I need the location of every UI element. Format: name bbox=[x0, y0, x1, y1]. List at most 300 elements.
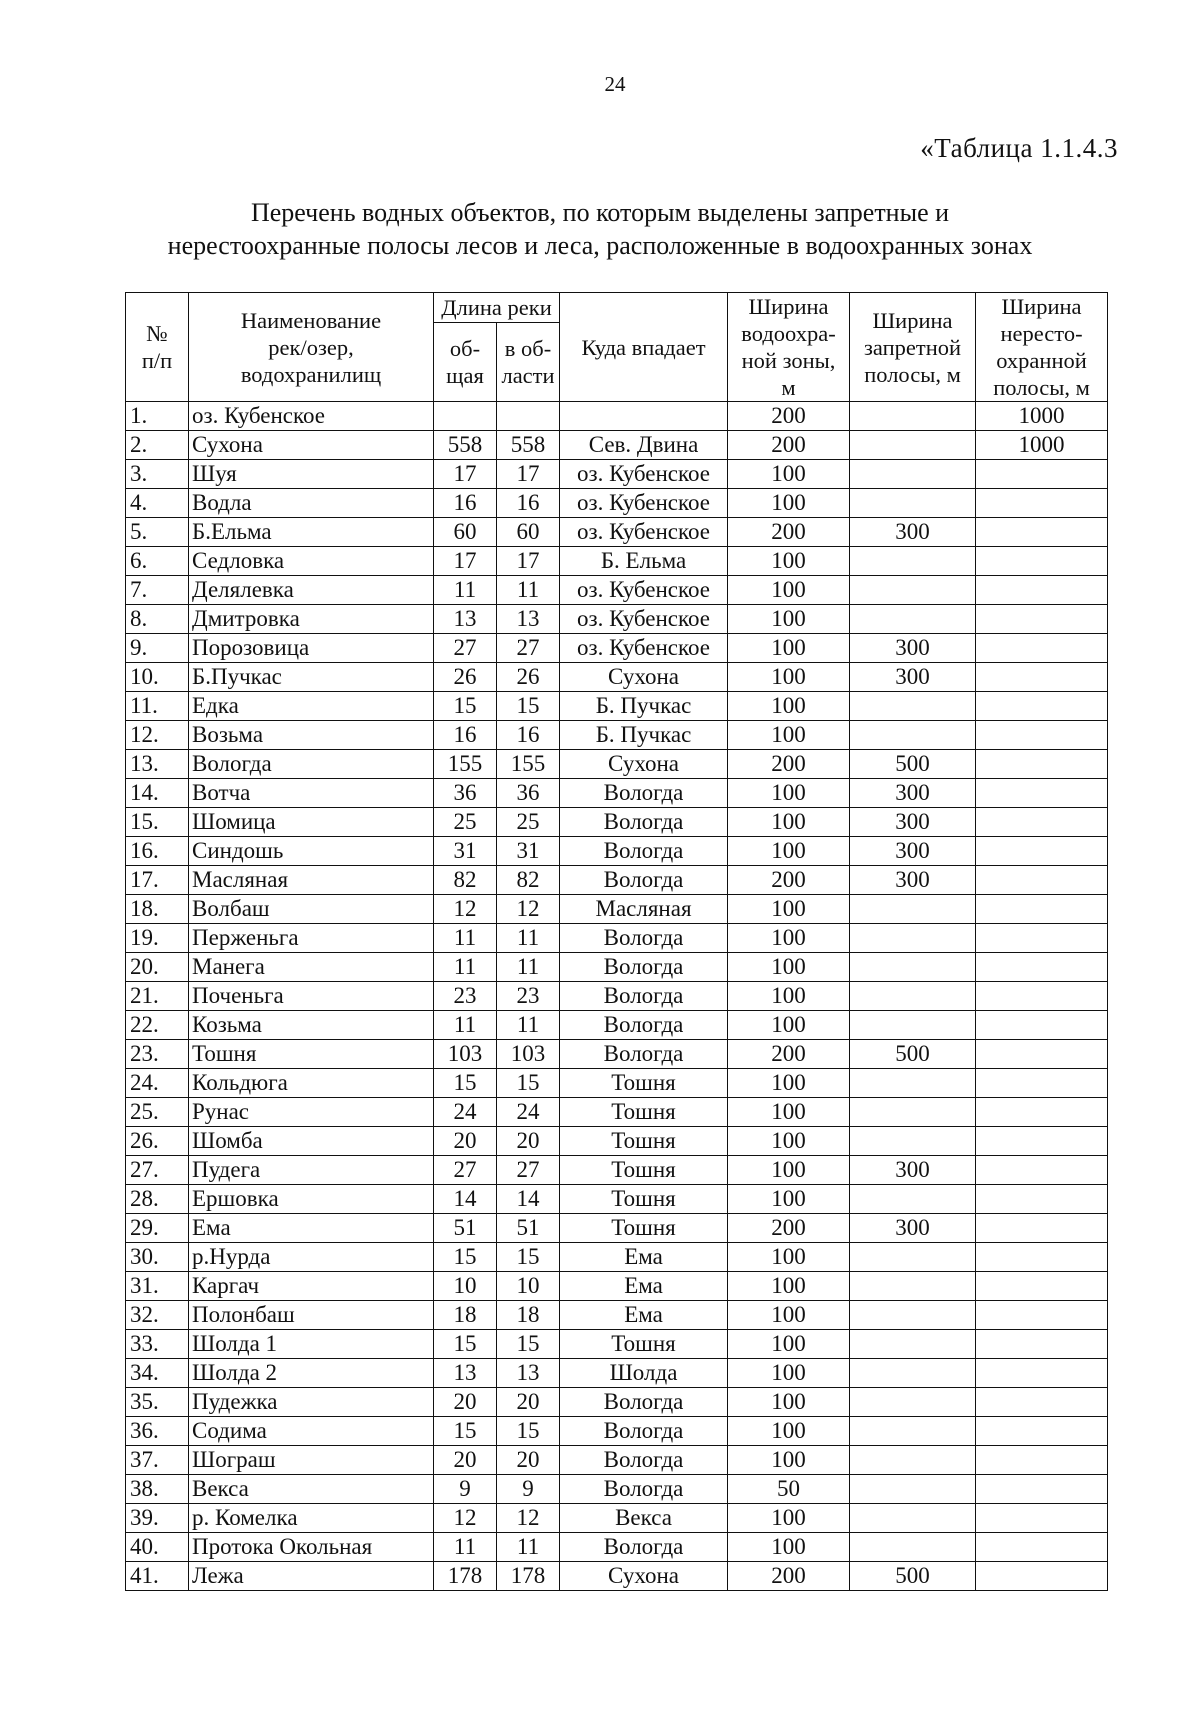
cell-water-protection-width: 100 bbox=[728, 1446, 850, 1475]
cell-number: 3. bbox=[126, 460, 189, 489]
cell-mouth: Вологда bbox=[560, 1040, 728, 1069]
cell-number: 19. bbox=[126, 924, 189, 953]
cell-length-total: 60 bbox=[434, 518, 497, 547]
cell-mouth: оз. Кубенское bbox=[560, 605, 728, 634]
cell-length-total: 9 bbox=[434, 1475, 497, 1504]
cell-forbidden-width bbox=[850, 924, 976, 953]
cell-mouth: Вологда bbox=[560, 924, 728, 953]
cell-mouth: Вологда bbox=[560, 837, 728, 866]
cell-name: Ершовка bbox=[189, 1185, 434, 1214]
cell-name: Шолда 2 bbox=[189, 1359, 434, 1388]
table-row bbox=[126, 1301, 1108, 1330]
cell-spawning-width bbox=[976, 1127, 1108, 1156]
cell-number: 22. bbox=[126, 1011, 189, 1040]
cell-name: Седловка bbox=[189, 547, 434, 576]
table-row bbox=[126, 1417, 1108, 1446]
cell-water-protection-width: 200 bbox=[728, 1040, 850, 1069]
cell-water-protection-width: 100 bbox=[728, 1533, 850, 1562]
cell-name: Делялевка bbox=[189, 576, 434, 605]
cell-length-region: 15 bbox=[497, 1069, 560, 1098]
cell-forbidden-width bbox=[850, 489, 976, 518]
header-text: Ширина bbox=[872, 307, 953, 333]
table-row bbox=[126, 576, 1108, 605]
cell-mouth: Масляная bbox=[560, 895, 728, 924]
cell-length-total: 15 bbox=[434, 1417, 497, 1446]
cell-name: Содима bbox=[189, 1417, 434, 1446]
cell-spawning-width bbox=[976, 1011, 1108, 1040]
cell-forbidden-width bbox=[850, 1127, 976, 1156]
table-row bbox=[126, 837, 1108, 866]
header-name bbox=[189, 293, 434, 402]
cell-name: Волбаш bbox=[189, 895, 434, 924]
table-row bbox=[126, 663, 1108, 692]
cell-length-total: 11 bbox=[434, 1011, 497, 1040]
table-row bbox=[126, 1359, 1108, 1388]
cell-water-protection-width: 200 bbox=[728, 1214, 850, 1243]
table-row bbox=[126, 1214, 1108, 1243]
cell-spawning-width bbox=[976, 721, 1108, 750]
cell-length-region: 27 bbox=[497, 634, 560, 663]
cell-length-region: 16 bbox=[497, 721, 560, 750]
cell-spawning-width bbox=[976, 924, 1108, 953]
cell-name: Каргач bbox=[189, 1272, 434, 1301]
cell-length-region: 24 bbox=[497, 1098, 560, 1127]
cell-spawning-width bbox=[976, 808, 1108, 837]
cell-length-region: 10 bbox=[497, 1272, 560, 1301]
cell-name: Шограш bbox=[189, 1446, 434, 1475]
cell-number: 7. bbox=[126, 576, 189, 605]
cell-length-total: 31 bbox=[434, 837, 497, 866]
cell-forbidden-width bbox=[850, 431, 976, 460]
header-text: ной зоны, bbox=[741, 348, 836, 373]
cell-length-total: 17 bbox=[434, 547, 497, 576]
cell-water-protection-width: 100 bbox=[728, 1330, 850, 1359]
cell-forbidden-width: 300 bbox=[850, 634, 976, 663]
header-spawning-width bbox=[976, 293, 1108, 402]
cell-length-total: 82 bbox=[434, 866, 497, 895]
cell-length-region: 31 bbox=[497, 837, 560, 866]
cell-mouth: Сухона bbox=[560, 750, 728, 779]
header-text: рек/озер, bbox=[268, 334, 354, 360]
cell-forbidden-width: 300 bbox=[850, 1156, 976, 1185]
cell-number: 17. bbox=[126, 866, 189, 895]
cell-water-protection-width: 100 bbox=[728, 489, 850, 518]
cell-length-region: 11 bbox=[497, 953, 560, 982]
cell-spawning-width bbox=[976, 1330, 1108, 1359]
cell-forbidden-width bbox=[850, 1533, 976, 1562]
cell-name: Полонбаш bbox=[189, 1301, 434, 1330]
cell-mouth: Вологда bbox=[560, 1446, 728, 1475]
table-row bbox=[126, 1040, 1108, 1069]
cell-name: Манега bbox=[189, 953, 434, 982]
table-row bbox=[126, 1272, 1108, 1301]
cell-water-protection-width: 200 bbox=[728, 402, 850, 431]
cell-length-total: 14 bbox=[434, 1185, 497, 1214]
table-row bbox=[126, 634, 1108, 663]
cell-name: Б.Ельма bbox=[189, 518, 434, 547]
header-text: Наименование bbox=[240, 307, 382, 333]
cell-length-region: 20 bbox=[497, 1127, 560, 1156]
cell-length-total: 155 bbox=[434, 750, 497, 779]
cell-forbidden-width bbox=[850, 1475, 976, 1504]
cell-number: 39. bbox=[126, 1504, 189, 1533]
cell-water-protection-width: 100 bbox=[728, 460, 850, 489]
cell-number: 5. bbox=[126, 518, 189, 547]
header-text: запретной bbox=[864, 334, 962, 360]
table-row bbox=[126, 1069, 1108, 1098]
cell-number: 14. bbox=[126, 779, 189, 808]
cell-water-protection-width: 200 bbox=[728, 866, 850, 895]
cell-name: Шуя bbox=[189, 460, 434, 489]
cell-water-protection-width: 100 bbox=[728, 1272, 850, 1301]
cell-water-protection-width: 100 bbox=[728, 1243, 850, 1272]
cell-water-protection-width: 100 bbox=[728, 953, 850, 982]
cell-water-protection-width: 200 bbox=[728, 1562, 850, 1591]
cell-forbidden-width bbox=[850, 605, 976, 634]
cell-forbidden-width bbox=[850, 460, 976, 489]
table-header bbox=[126, 293, 1108, 402]
cell-number: 29. bbox=[126, 1214, 189, 1243]
table-row bbox=[126, 1243, 1108, 1272]
cell-water-protection-width: 100 bbox=[728, 837, 850, 866]
cell-length-region: 51 bbox=[497, 1214, 560, 1243]
cell-spawning-width bbox=[976, 982, 1108, 1011]
cell-mouth: Вологда bbox=[560, 982, 728, 1011]
cell-number: 20. bbox=[126, 953, 189, 982]
cell-name: Порозовица bbox=[189, 634, 434, 663]
cell-name: Векса bbox=[189, 1475, 434, 1504]
cell-mouth: Сев. Двина bbox=[560, 431, 728, 460]
cell-number: 31. bbox=[126, 1272, 189, 1301]
table-row bbox=[126, 1475, 1108, 1504]
table-row bbox=[126, 489, 1108, 518]
cell-water-protection-width: 100 bbox=[728, 692, 850, 721]
cell-number: 30. bbox=[126, 1243, 189, 1272]
cell-number: 10. bbox=[126, 663, 189, 692]
cell-number: 4. bbox=[126, 489, 189, 518]
cell-length-total: 12 bbox=[434, 1504, 497, 1533]
cell-length-total: 15 bbox=[434, 1243, 497, 1272]
cell-length-total: 10 bbox=[434, 1272, 497, 1301]
cell-spawning-width bbox=[976, 1301, 1108, 1330]
cell-length-total: 25 bbox=[434, 808, 497, 837]
cell-spawning-width bbox=[976, 750, 1108, 779]
cell-length-total: 24 bbox=[434, 1098, 497, 1127]
cell-name: Шолда 1 bbox=[189, 1330, 434, 1359]
cell-length-region: 27 bbox=[497, 1156, 560, 1185]
table-row bbox=[126, 982, 1108, 1011]
cell-mouth: Вологда bbox=[560, 1417, 728, 1446]
cell-number: 12. bbox=[126, 721, 189, 750]
cell-name: р.Нурда bbox=[189, 1243, 434, 1272]
cell-spawning-width bbox=[976, 489, 1108, 518]
header-text: м bbox=[781, 375, 796, 400]
header-text: щая bbox=[446, 363, 484, 389]
cell-length-total: 23 bbox=[434, 982, 497, 1011]
cell-spawning-width bbox=[976, 460, 1108, 489]
cell-number: 24. bbox=[126, 1069, 189, 1098]
cell-forbidden-width bbox=[850, 1301, 976, 1330]
cell-mouth: оз. Кубенское bbox=[560, 576, 728, 605]
header-text: охранной bbox=[996, 348, 1087, 373]
header-number bbox=[126, 293, 189, 402]
cell-mouth: Тошня bbox=[560, 1156, 728, 1185]
cell-water-protection-width: 200 bbox=[728, 518, 850, 547]
cell-name: Масляная bbox=[189, 866, 434, 895]
cell-water-protection-width: 200 bbox=[728, 431, 850, 460]
cell-length-region: 558 bbox=[497, 431, 560, 460]
cell-length-region: 60 bbox=[497, 518, 560, 547]
cell-number: 25. bbox=[126, 1098, 189, 1127]
cell-number: 27. bbox=[126, 1156, 189, 1185]
document-title-line: Перечень водных объектов, по которым выделены запретные и bbox=[250, 198, 950, 227]
cell-number: 33. bbox=[126, 1330, 189, 1359]
cell-name: Водла bbox=[189, 489, 434, 518]
cell-length-total: 51 bbox=[434, 1214, 497, 1243]
cell-water-protection-width: 100 bbox=[728, 982, 850, 1011]
cell-number: 13. bbox=[126, 750, 189, 779]
cell-number: 28. bbox=[126, 1185, 189, 1214]
cell-forbidden-width: 500 bbox=[850, 750, 976, 779]
cell-name: р. Комелка bbox=[189, 1504, 434, 1533]
cell-length-region: 20 bbox=[497, 1446, 560, 1475]
cell-spawning-width bbox=[976, 1533, 1108, 1562]
cell-water-protection-width: 100 bbox=[728, 576, 850, 605]
cell-length-total: 26 bbox=[434, 663, 497, 692]
cell-water-protection-width: 100 bbox=[728, 1185, 850, 1214]
cell-length-total: 11 bbox=[434, 953, 497, 982]
cell-spawning-width bbox=[976, 663, 1108, 692]
cell-forbidden-width bbox=[850, 1243, 976, 1272]
cell-length-region: 36 bbox=[497, 779, 560, 808]
header-text: Ширина bbox=[1001, 294, 1082, 319]
cell-name: Сухона bbox=[189, 431, 434, 460]
cell-spawning-width bbox=[976, 1243, 1108, 1272]
header-forbidden-width bbox=[850, 293, 976, 402]
cell-length-region: 12 bbox=[497, 1504, 560, 1533]
cell-number: 16. bbox=[126, 837, 189, 866]
cell-length-region: 15 bbox=[497, 1417, 560, 1446]
header-text: полосы, м bbox=[864, 361, 961, 387]
cell-name: Тошня bbox=[189, 1040, 434, 1069]
table-row bbox=[126, 808, 1108, 837]
cell-mouth: Тошня bbox=[560, 1098, 728, 1127]
cell-length-region: 11 bbox=[497, 576, 560, 605]
cell-name: Ема bbox=[189, 1214, 434, 1243]
cell-mouth: Ема bbox=[560, 1272, 728, 1301]
cell-mouth: Вологда bbox=[560, 953, 728, 982]
header-text: ласти bbox=[501, 363, 555, 389]
cell-water-protection-width: 100 bbox=[728, 1098, 850, 1127]
cell-name: Перженьга bbox=[189, 924, 434, 953]
cell-spawning-width bbox=[976, 1214, 1108, 1243]
cell-length-total: 20 bbox=[434, 1388, 497, 1417]
cell-number: 40. bbox=[126, 1533, 189, 1562]
cell-mouth bbox=[560, 402, 728, 431]
cell-name: Б.Пучкас bbox=[189, 663, 434, 692]
cell-water-protection-width: 100 bbox=[728, 808, 850, 837]
cell-forbidden-width: 300 bbox=[850, 808, 976, 837]
table-row bbox=[126, 1446, 1108, 1475]
cell-length-total: 20 bbox=[434, 1127, 497, 1156]
cell-mouth: Ема bbox=[560, 1243, 728, 1272]
cell-forbidden-width bbox=[850, 1504, 976, 1533]
cell-water-protection-width: 100 bbox=[728, 895, 850, 924]
cell-length-total: 18 bbox=[434, 1301, 497, 1330]
cell-length-region bbox=[497, 402, 560, 431]
cell-forbidden-width bbox=[850, 576, 976, 605]
cell-length-region: 11 bbox=[497, 1011, 560, 1040]
cell-spawning-width bbox=[976, 547, 1108, 576]
table-label: «Таблица 1.1.4.3 bbox=[920, 133, 1118, 163]
cell-name: Протока Окольная bbox=[189, 1533, 434, 1562]
cell-mouth: Векса bbox=[560, 1504, 728, 1533]
cell-mouth: Вологда bbox=[560, 779, 728, 808]
cell-length-region: 103 bbox=[497, 1040, 560, 1069]
header-length-total bbox=[434, 323, 497, 402]
water-objects-table bbox=[125, 292, 1108, 1591]
cell-length-region: 18 bbox=[497, 1301, 560, 1330]
header-text: № bbox=[146, 321, 168, 346]
cell-water-protection-width: 50 bbox=[728, 1475, 850, 1504]
cell-length-region: 82 bbox=[497, 866, 560, 895]
cell-length-total: 11 bbox=[434, 576, 497, 605]
cell-length-region: 13 bbox=[497, 1359, 560, 1388]
cell-spawning-width bbox=[976, 605, 1108, 634]
cell-spawning-width bbox=[976, 1446, 1108, 1475]
cell-forbidden-width bbox=[850, 547, 976, 576]
cell-water-protection-width: 100 bbox=[728, 1069, 850, 1098]
cell-name: Возьма bbox=[189, 721, 434, 750]
table-row bbox=[126, 953, 1108, 982]
cell-length-region: 11 bbox=[497, 924, 560, 953]
header-mouth: Куда впадает bbox=[560, 293, 728, 402]
cell-length-total: 27 bbox=[434, 1156, 497, 1185]
table-row bbox=[126, 750, 1108, 779]
cell-length-total bbox=[434, 402, 497, 431]
cell-mouth: Шолда bbox=[560, 1359, 728, 1388]
cell-length-total: 36 bbox=[434, 779, 497, 808]
cell-length-total: 27 bbox=[434, 634, 497, 663]
cell-spawning-width bbox=[976, 634, 1108, 663]
cell-name: Шомба bbox=[189, 1127, 434, 1156]
cell-length-region: 13 bbox=[497, 605, 560, 634]
cell-name: Рунас bbox=[189, 1098, 434, 1127]
table-row bbox=[126, 1185, 1108, 1214]
table-row bbox=[126, 1388, 1108, 1417]
cell-length-total: 15 bbox=[434, 692, 497, 721]
cell-mouth: Тошня bbox=[560, 1214, 728, 1243]
cell-spawning-width bbox=[976, 895, 1108, 924]
cell-length-total: 13 bbox=[434, 605, 497, 634]
cell-forbidden-width: 500 bbox=[850, 1040, 976, 1069]
table-row bbox=[126, 1011, 1108, 1040]
cell-spawning-width: 1000 bbox=[976, 431, 1108, 460]
cell-mouth: Сухона bbox=[560, 663, 728, 692]
cell-mouth: Вологда bbox=[560, 1388, 728, 1417]
cell-mouth: Тошня bbox=[560, 1069, 728, 1098]
table-row bbox=[126, 518, 1108, 547]
cell-spawning-width: 1000 bbox=[976, 402, 1108, 431]
table-row bbox=[126, 431, 1108, 460]
cell-spawning-width bbox=[976, 953, 1108, 982]
cell-length-region: 20 bbox=[497, 1388, 560, 1417]
cell-name: Едка bbox=[189, 692, 434, 721]
cell-length-region: 178 bbox=[497, 1562, 560, 1591]
cell-mouth: оз. Кубенское bbox=[560, 634, 728, 663]
cell-spawning-width bbox=[976, 518, 1108, 547]
cell-length-region: 155 bbox=[497, 750, 560, 779]
cell-number: 11. bbox=[126, 692, 189, 721]
cell-mouth: Сухона bbox=[560, 1562, 728, 1591]
cell-forbidden-width: 300 bbox=[850, 866, 976, 895]
cell-mouth: Вологда bbox=[560, 1011, 728, 1040]
cell-forbidden-width bbox=[850, 1446, 976, 1475]
cell-forbidden-width bbox=[850, 953, 976, 982]
cell-number: 18. bbox=[126, 895, 189, 924]
cell-forbidden-width: 300 bbox=[850, 1214, 976, 1243]
table-row bbox=[126, 1504, 1108, 1533]
header-text: водохранилищ bbox=[240, 361, 382, 387]
cell-number: 38. bbox=[126, 1475, 189, 1504]
cell-spawning-width bbox=[976, 1359, 1108, 1388]
cell-water-protection-width: 100 bbox=[728, 1359, 850, 1388]
cell-spawning-width bbox=[976, 692, 1108, 721]
cell-forbidden-width bbox=[850, 1330, 976, 1359]
cell-length-total: 11 bbox=[434, 924, 497, 953]
cell-length-region: 25 bbox=[497, 808, 560, 837]
cell-water-protection-width: 200 bbox=[728, 750, 850, 779]
cell-mouth: Ема bbox=[560, 1301, 728, 1330]
header-water-protection-width bbox=[728, 293, 850, 402]
cell-name: Поченьга bbox=[189, 982, 434, 1011]
header-length-region bbox=[497, 323, 560, 402]
cell-length-region: 14 bbox=[497, 1185, 560, 1214]
cell-water-protection-width: 100 bbox=[728, 1417, 850, 1446]
table-row bbox=[126, 402, 1108, 431]
cell-number: 8. bbox=[126, 605, 189, 634]
cell-length-region: 11 bbox=[497, 1533, 560, 1562]
cell-mouth: Б. Пучкас bbox=[560, 721, 728, 750]
cell-mouth: оз. Кубенское bbox=[560, 489, 728, 518]
header-length: Длина реки bbox=[434, 293, 560, 323]
cell-mouth: Тошня bbox=[560, 1185, 728, 1214]
table-row bbox=[126, 895, 1108, 924]
cell-spawning-width bbox=[976, 1475, 1108, 1504]
document-title-line: нерестоохранные полосы лесов и леса, расположенные в водоохранных зонах bbox=[167, 231, 1033, 260]
cell-number: 32. bbox=[126, 1301, 189, 1330]
cell-length-region: 12 bbox=[497, 895, 560, 924]
cell-spawning-width bbox=[976, 576, 1108, 605]
table-row bbox=[126, 779, 1108, 808]
cell-spawning-width bbox=[976, 1156, 1108, 1185]
cell-spawning-width bbox=[976, 1504, 1108, 1533]
cell-length-total: 16 bbox=[434, 489, 497, 518]
table-row bbox=[126, 866, 1108, 895]
cell-number: 15. bbox=[126, 808, 189, 837]
cell-water-protection-width: 100 bbox=[728, 1388, 850, 1417]
cell-length-total: 17 bbox=[434, 460, 497, 489]
table-row bbox=[126, 721, 1108, 750]
table-row bbox=[126, 692, 1108, 721]
cell-mouth: Вологда bbox=[560, 1475, 728, 1504]
cell-forbidden-width bbox=[850, 1272, 976, 1301]
header-text: водоохра- bbox=[741, 321, 836, 346]
cell-length-total: 13 bbox=[434, 1359, 497, 1388]
cell-length-region: 15 bbox=[497, 1330, 560, 1359]
cell-forbidden-width bbox=[850, 1185, 976, 1214]
cell-water-protection-width: 100 bbox=[728, 634, 850, 663]
